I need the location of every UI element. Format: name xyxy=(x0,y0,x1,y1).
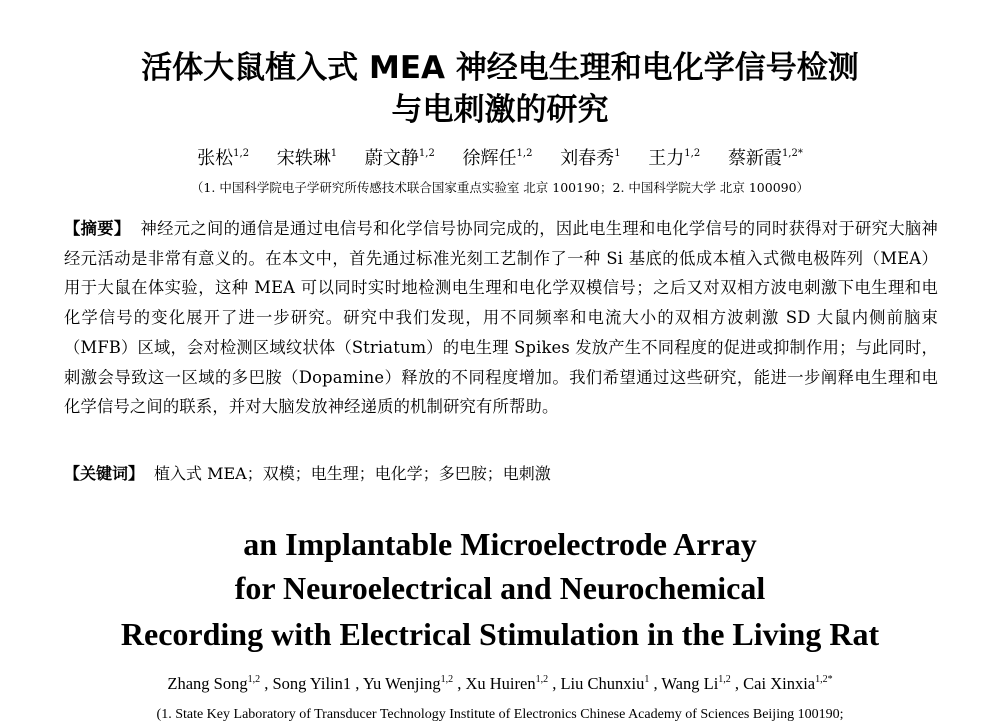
chinese-author: 张松$^{1,2}$ xyxy=(197,148,250,169)
chinese-affiliation: （1. 中国科学院电子学研究所传感技术联合国家重点实验室 北京 100190；2. 中国科学院大学 北京 100090） xyxy=(190,180,810,195)
english-author: Song Yilin1 , xyxy=(272,674,360,693)
chinese-author: 徐辉任$^{1,2}$ xyxy=(462,148,533,169)
abstract-text: 神经元之间的通信是通过电信号和化学信号协同完成的，因此电生理和电化学信号的同时获得对于研究大脑神经元活动是非常有意义的。在本文中，首先通过标准光刻工艺制作了一种 Si 基底的低成本植入式微电极阵列（MEA）用于大鼠在体实验，这种 MEA 可以同时实时地检测电生理和电化学双模信号；之后又对双相方波电刺激下电生理和电化学信号的变化展开了进一步研究。研究中我们发现，用不同频率和电流大小的双相方波刺激 SD 大鼠内侧前脑束（MFB）区域，会对检测区域纹状体（Striatum）的电生理 Spikes 发放产生不同程度的促进或抑制作用；与此同时，刺激会导致这一区域的多巴胺（Dopamine）释放的不同程度增加。我们希望通过这些研究，能进一步阐释电生理和电化学信号之间的联系，并对大脑发放神经递质的机制研究有所帮助。 xyxy=(64,219,938,417)
english-author: Xu Huiren$^{1,2}$ , xyxy=(465,674,557,693)
chinese-author: 王力$^{1,2}$ xyxy=(648,148,701,169)
english-author: Cai Xinxia$^{1,2*}$ xyxy=(743,674,833,693)
abstract xyxy=(64,214,938,422)
chinese-title-line-1: 活体大鼠植入式 MEA 神经电生理和电化学信号检测 xyxy=(141,50,859,86)
keywords-text: 植入式 MEA；双模；电生理；电化学；多巴胺；电刺激 xyxy=(154,464,551,483)
english-title-line-1: an Implantable Microelectrode Array xyxy=(243,526,757,562)
chinese-author: 宋轶琳$^1$ xyxy=(276,148,338,169)
keywords-label: 【关键词】 xyxy=(64,464,145,483)
abstract-label: 【摘要】 xyxy=(64,219,131,238)
english-author-list xyxy=(0,672,1000,696)
english-title-line-2: for Neuroelectrical and Neurochemical xyxy=(234,570,766,606)
english-author: Wang Li$^{1,2}$ , xyxy=(661,674,740,693)
english-title-line-3: Recording with Electrical Stimulation in the Living Rat xyxy=(120,616,880,652)
english-affiliation: (1. State Key Laboratory of Transducer Technology Institute of Electronics Chinese Academy of Sciences Beijing 100190; xyxy=(156,707,844,722)
chinese-author: 蔡新霞$^{1,2*}$ xyxy=(727,148,803,169)
chinese-author: 刘春秀$^1$ xyxy=(560,148,621,169)
chinese-author: 蔚文静$^{1,2}$ xyxy=(364,148,435,169)
english-author: Liu Chunxiu$^1$ , xyxy=(560,674,658,693)
chinese-title-line-2: 与电刺激的研究 xyxy=(391,92,609,128)
english-author: Yu Wenjing$^{1,2}$ , xyxy=(362,674,462,693)
chinese-author-list xyxy=(0,146,1000,172)
keywords xyxy=(64,460,938,488)
english-author: Zhang Song$^{1,2}$ , xyxy=(167,674,269,693)
